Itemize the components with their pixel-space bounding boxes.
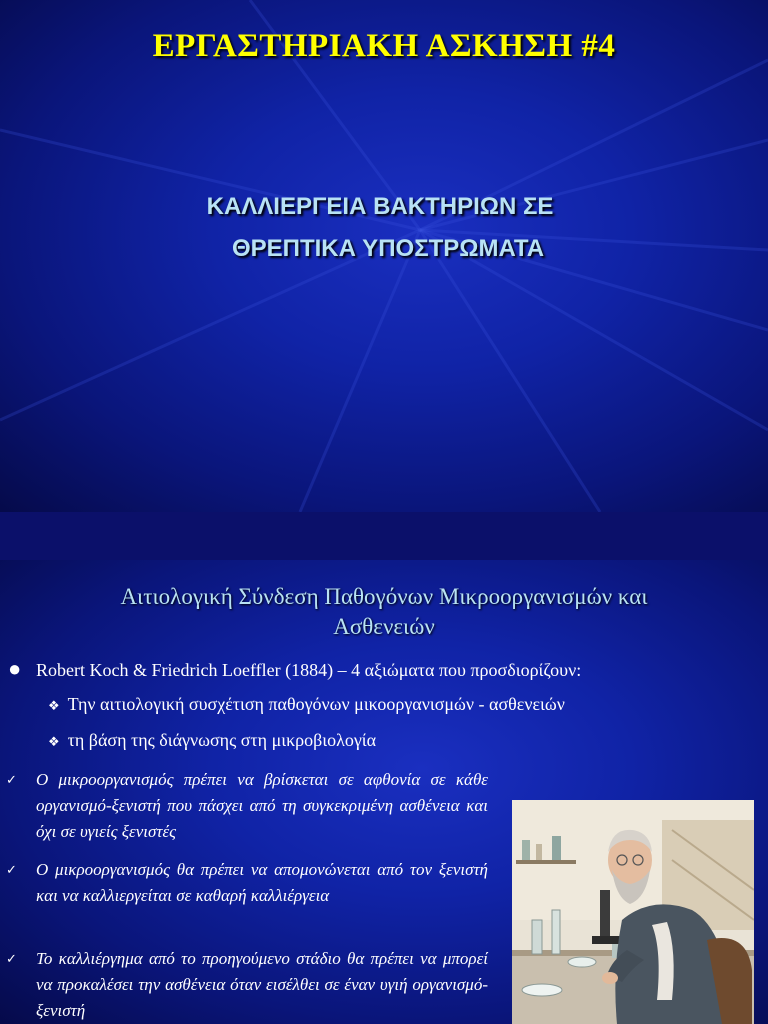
sub-bullet-1 (48, 694, 565, 715)
slide-subtitle (0, 186, 768, 270)
diamond-bullet-icon: ❖ (48, 698, 60, 713)
slide-2 (0, 560, 768, 1024)
slide-2-title-line-1: Αιτιολογική Σύνδεση Παθογόνων Μικροοργανισμών και (120, 584, 648, 609)
subtitle-line-2: ΘΡΕΠΤΙΚΑ ΥΠΟΣΤΡΩΜΑΤΑ (231, 235, 545, 262)
postulate-text: Ο μικροοργανισμός πρέπει να βρίσκεται σε αφθονία σε κάθε οργανισμό-ξενιστή που πάσχει από τη συγκεκριμένη ασθένεια και όχι σε υγιείς ξενιστές (36, 770, 488, 841)
check-mark-icon: ✓ (6, 951, 17, 966)
slide-2-title (10, 582, 758, 642)
sub-bullet-text: τη βάση της διάγνωσης στη μικροβιολογία (67, 730, 377, 750)
postulate-text: Το καλλιέργημα από το προηγούμενο στάδιο θα πρέπει να μπορεί να προκαλέσει την ασθένεια όταν εισέλθει σε έναν υγιή οργανισμό-ξενιστή (36, 949, 488, 1020)
check-mark-icon: ✓ (6, 772, 17, 787)
main-bullet-text: Robert Koch & Friedrich Loeffler (1884) – 4 αξιώματα που προσδιορίζουν: (36, 660, 582, 680)
check-mark-icon: ✓ (6, 862, 17, 877)
sub-bullet-2 (48, 730, 376, 751)
subtitle-line-1: ΚΑΛΛΙΕΡΓΕΙΑ ΒΑΚΤΗΡΙΩΝ ΣΕ (206, 193, 554, 220)
slide-2-title-line-2: Ασθενειών (333, 614, 435, 639)
robert-koch-painting (512, 800, 754, 1024)
slide-title: ΕΡΓΑΣΤΗΡΙΑΚΗ ΑΣΚΗΣΗ #4 (152, 28, 616, 64)
diamond-bullet-icon: ❖ (48, 734, 60, 749)
filled-circle-icon: ● (8, 656, 22, 681)
sub-bullet-text: Την αιτιολογική συσχέτιση παθογόνων μικοοργανισμών - ασθενειών (67, 694, 565, 714)
postulate-text: Ο μικροοργανισμός θα πρέπει να απομονώνεται από τον ξενιστή και να καλλιεργείται σε καθαρή καλλιέργεια (36, 860, 488, 905)
slide-separator (0, 512, 768, 560)
